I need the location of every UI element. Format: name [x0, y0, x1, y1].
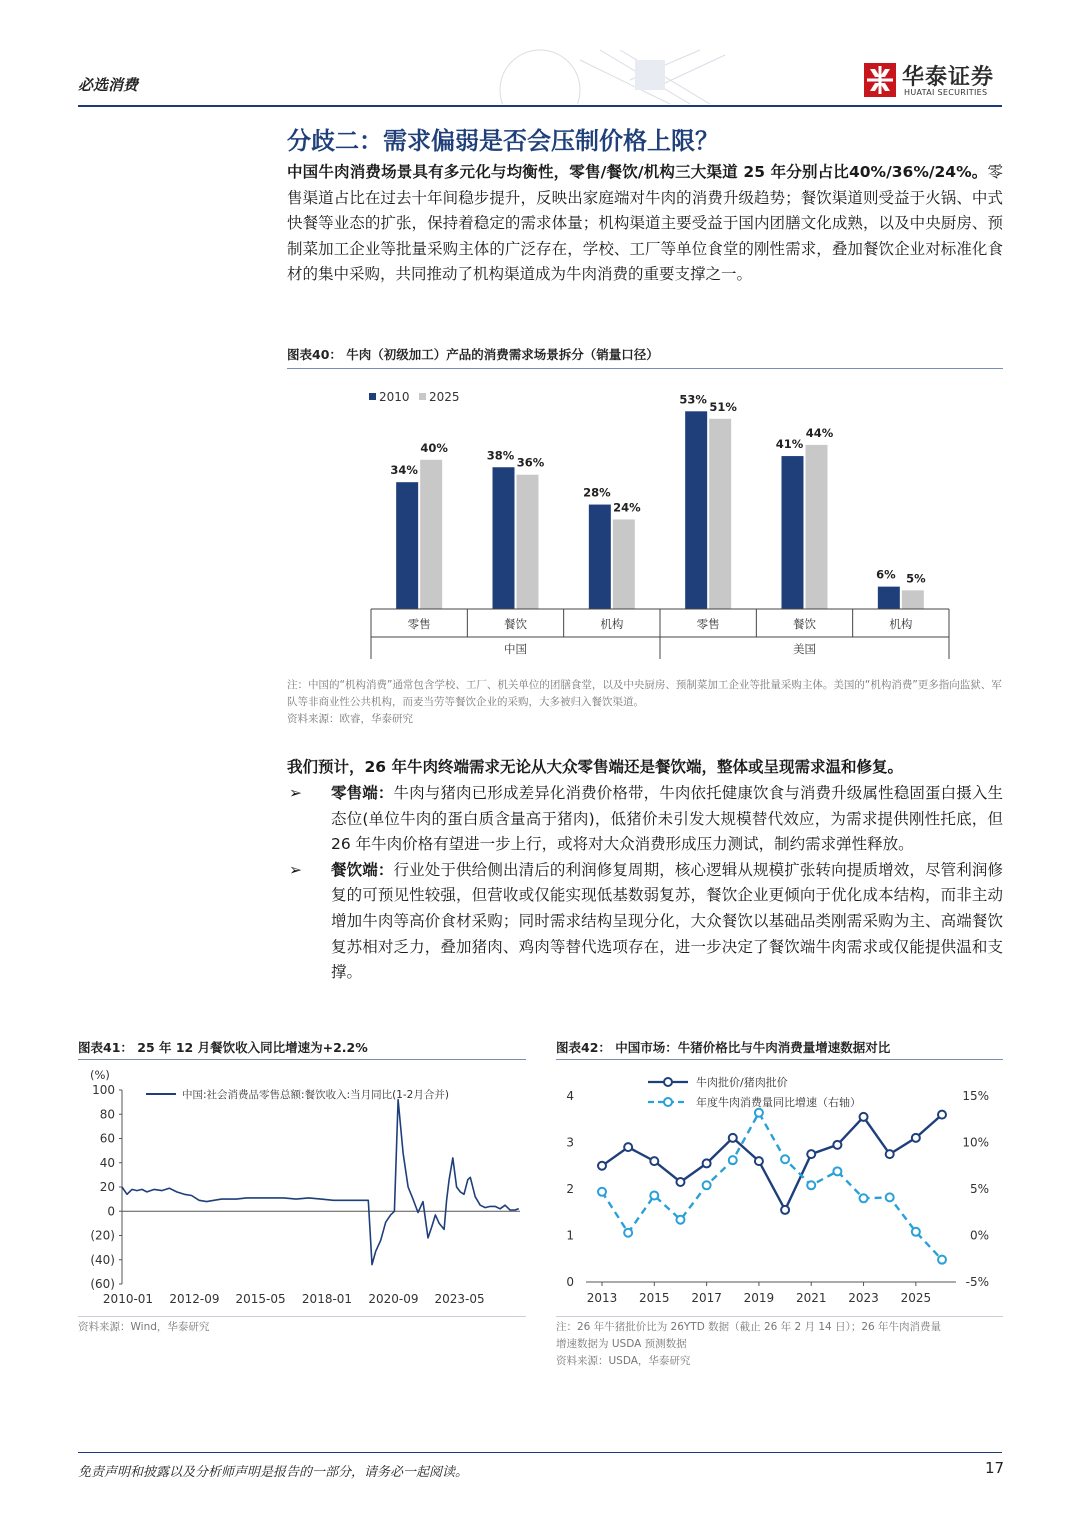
x-tick-label: 2017 — [691, 1291, 722, 1305]
y-right-tick-label: -5% — [965, 1275, 989, 1289]
forecast-bullet-list — [287, 781, 1003, 986]
fig40-source: 资料来源：欧睿，华泰研究 — [287, 713, 413, 725]
fig42-source: 资料来源：USDA，华泰研究 — [556, 1355, 691, 1367]
fig42-bottom-rule — [556, 1316, 1003, 1317]
point-consumption-growth — [676, 1216, 684, 1224]
x-tick-label: 2023 — [848, 1291, 879, 1305]
bar-data-label: 36% — [516, 455, 545, 470]
x-tick-label: 2012-09 — [169, 1292, 220, 1306]
intro-body: 零售渠道占比在过去十年间稳步提升，反映出家庭端对牛肉的消费升级趋势；餐饮渠道则受益于火锅、中式快餐等业态的扩张，保持着稳定的需求体量；机构渠道主要受益于国内团膳文化成熟，以及中央厨房、预制菜加工企业等批量采购主体的广泛存在，学校、工厂等单位食堂的刚性需求，叠加餐饮企业对标准化食材的集中采购，共同推动了机构渠道成为牛肉消费的重要支撑之一。 — [287, 163, 1003, 284]
y-right-tick-label: 15% — [962, 1089, 989, 1103]
y-right-tick-label: 5% — [969, 1182, 989, 1196]
bar-2025-3 — [709, 419, 731, 609]
point-price-ratio — [938, 1111, 946, 1119]
point-consumption-growth — [833, 1167, 841, 1175]
y-tick-label: 80 — [99, 1107, 115, 1122]
bar-2010-0 — [396, 482, 418, 609]
bar-data-label: 38% — [486, 448, 515, 463]
point-consumption-growth — [781, 1155, 789, 1163]
point-price-ratio — [650, 1157, 658, 1165]
point-consumption-growth — [729, 1156, 737, 1164]
x-tick-label: 2015-05 — [235, 1292, 286, 1306]
bar-2010-3 — [685, 411, 707, 609]
point-consumption-growth — [886, 1193, 894, 1201]
fig42-title-rule — [556, 1059, 1003, 1060]
header-pattern-graphic — [470, 40, 730, 104]
bar-data-label: 53% — [679, 392, 707, 407]
point-price-ratio — [781, 1206, 789, 1214]
fig42-chart — [556, 1064, 1004, 1314]
point-price-ratio — [729, 1134, 737, 1142]
fig40-title: 图表40： 牛肉（初级加工）产品的消费需求场景拆分（销量口径） — [287, 347, 659, 362]
fig41-title-rule — [78, 1059, 526, 1060]
x-tick-label: 2019 — [743, 1291, 775, 1305]
header-section-label: 必选消费 — [78, 76, 139, 94]
x-tick-label: 2023-05 — [434, 1292, 485, 1306]
bullet-item-catering — [287, 858, 1003, 986]
y-tick-label: 100 — [92, 1083, 115, 1097]
legend-label-2025: 2025 — [429, 390, 460, 404]
point-price-ratio — [755, 1157, 763, 1165]
bar-2025-0 — [420, 460, 442, 609]
x-tick-label: 零售 — [696, 617, 720, 631]
bullet-arrow-icon: ➢ — [289, 860, 302, 879]
bar-2010-1 — [493, 467, 515, 609]
series-line-catering-yoy — [122, 1100, 519, 1265]
bar-data-label: 40% — [420, 440, 448, 455]
bar-2010-2 — [589, 505, 611, 609]
fig40-chart-svg — [287, 372, 1003, 672]
fig41-bottom-rule — [78, 1316, 526, 1317]
point-price-ratio — [624, 1143, 632, 1151]
brand-name-en: HUATAI SECURITIES — [904, 88, 988, 97]
x-tick-label: 2010-01 — [102, 1292, 154, 1306]
fig40-chart — [287, 372, 1003, 672]
intro-bold-lead: 中国牛肉消费场景具有多元化与均衡性，零售/餐饮/机构三大渠道 25 年分别占比40%/36%/24%。 — [287, 163, 988, 181]
point-price-ratio — [860, 1113, 868, 1121]
bar-2010-4 — [782, 456, 804, 609]
y-tick-label: 0 — [107, 1204, 115, 1219]
x-tick-label: 2025 — [900, 1291, 932, 1305]
bar-data-label: 34% — [390, 463, 418, 478]
fig42-note-line1: 注：26 年牛猪批价比为 26YTD 数据（截止 26 年 2 月 14 日）；26 年牛肉消费量 — [556, 1321, 942, 1333]
point-consumption-growth — [860, 1194, 868, 1202]
fig42-title: 图表42： 中国市场：牛猪价格比与牛肉消费量增速数据对比 — [556, 1040, 891, 1055]
footer-divider — [78, 1452, 1002, 1453]
x-tick-label: 2018-01 — [301, 1292, 353, 1306]
y-left-tick-label: 0 — [566, 1275, 574, 1289]
bar-data-label: 5% — [906, 571, 926, 586]
y-tick-label: 20 — [99, 1180, 115, 1194]
bar-data-label: 24% — [613, 500, 641, 515]
point-price-ratio — [886, 1150, 894, 1158]
bullet-text: 牛肉与猪肉已形成差异化消费价格带，牛肉依托健康饮食与消费升级属性稳固蛋白摄入生态位(单位牛肉的蛋白质含量高于猪肉)，低猪价未引发大规模替代效应，为需求提供刚性托底，但 26 年牛肉价格有望进一步上行，或将对大众消费形成压力测试，制约需求弹性释放。 — [331, 784, 1003, 854]
legend-label: 中国:社会消费品零售总额:餐饮收入:当月同比(1-2月合并) — [182, 1089, 449, 1101]
point-consumption-growth — [807, 1181, 815, 1189]
header-watermark-decoration — [470, 40, 730, 104]
point-price-ratio — [676, 1178, 684, 1186]
legend-marker-price-ratio — [664, 1078, 672, 1086]
fig40-title-rule — [287, 368, 1003, 369]
bar-2025-4 — [806, 445, 828, 609]
bar-data-label: 51% — [709, 399, 737, 414]
legend-label-consumption-growth: 年度牛肉消费量同比增速（右轴） — [696, 1096, 861, 1109]
forecast-lead: 我们预计，26 年牛肉终端需求无论从大众零售端还是餐饮端，整体或呈现需求温和修复。 — [287, 758, 903, 776]
bar-2025-5 — [902, 590, 924, 609]
fig41-title: 图表41： 25 年 12 月餐饮收入同比增速为+2.2% — [78, 1040, 368, 1055]
bullet-arrow-icon: ➢ — [289, 784, 302, 802]
y-right-tick-label: 0% — [969, 1228, 989, 1243]
point-price-ratio — [807, 1150, 815, 1158]
x-group-label: 中国 — [504, 642, 527, 656]
footer-disclaimer: 免责声明和披露以及分析师声明是报告的一部分，请务必一起阅读。 — [78, 1465, 469, 1480]
bullet-label: 餐饮端： — [331, 860, 394, 879]
page-number: 17 — [985, 1459, 1005, 1477]
point-consumption-growth — [624, 1229, 632, 1237]
x-tick-label: 机构 — [600, 617, 624, 631]
brand-name-cn: 华泰证券 — [902, 65, 995, 90]
bar-2025-1 — [517, 475, 539, 609]
y-left-tick-label: 1 — [566, 1228, 574, 1243]
point-consumption-growth — [703, 1181, 711, 1189]
fig40-note: 注：中国的“机构消费”通常包含学校、工厂、机关单位的团膳食堂，以及中央厨房、预制菜加工企业等批量采购主体。美国的“机构消费”更多指向监狱、军队等非商业性公共机构，而麦当劳等餐饮企业的采购，大多被归入餐饮渠道。 — [287, 679, 1002, 708]
intro-paragraph — [287, 160, 1003, 288]
point-consumption-growth — [938, 1256, 946, 1264]
point-price-ratio — [912, 1134, 920, 1142]
fig42-note-line2: 增速数据为 USDA 预测数据 — [556, 1338, 687, 1350]
point-consumption-growth — [912, 1228, 920, 1236]
fig41-chart-svg — [78, 1064, 528, 1314]
bullet-item-retail — [287, 781, 1003, 858]
y-left-tick-label: 2 — [566, 1182, 574, 1196]
legend-label-2010: 2010 — [379, 390, 410, 404]
header-divider — [78, 105, 1002, 107]
x-tick-label: 餐饮 — [793, 617, 816, 631]
point-price-ratio — [833, 1141, 841, 1149]
point-consumption-growth — [755, 1109, 763, 1117]
bar-2010-5 — [878, 587, 900, 609]
bar-2025-2 — [613, 519, 635, 609]
x-tick-label: 零售 — [407, 617, 431, 631]
y-left-tick-label: 4 — [566, 1089, 574, 1103]
y-axis-unit: (%) — [90, 1068, 110, 1082]
y-right-tick-label: 10% — [962, 1135, 989, 1150]
point-consumption-growth — [650, 1192, 658, 1200]
legend-marker-consumption-growth — [664, 1098, 672, 1106]
x-tick-label: 2020-09 — [368, 1292, 419, 1306]
legend-label-price-ratio: 牛肉批价/猪肉批价 — [696, 1076, 788, 1089]
x-tick-label: 2013 — [586, 1291, 618, 1305]
x-tick-label: 2021 — [795, 1291, 827, 1305]
point-consumption-growth — [598, 1188, 606, 1196]
y-tick-label: (60) — [90, 1277, 115, 1291]
x-group-label: 美国 — [793, 642, 816, 656]
bar-data-label: 6% — [876, 567, 896, 582]
y-left-tick-label: 3 — [566, 1135, 574, 1150]
huatai-logo-icon — [864, 63, 896, 97]
bar-data-label: 44% — [805, 425, 834, 440]
bullet-label: 零售端： — [331, 784, 394, 802]
y-tick-label: 60 — [99, 1131, 115, 1146]
y-tick-label: 40 — [99, 1155, 115, 1170]
section-title: 分歧二：需求偏弱是否会压制价格上限？ — [287, 127, 719, 155]
x-tick-label: 2015 — [639, 1291, 670, 1305]
point-price-ratio — [703, 1159, 711, 1167]
y-tick-label: (20) — [90, 1228, 115, 1243]
x-tick-label: 机构 — [889, 617, 913, 631]
legend-swatch-2010 — [369, 393, 376, 400]
fig42-chart-svg — [556, 1064, 1004, 1314]
bullet-text: 行业处于供给侧出清后的利润修复周期，核心逻辑从规模扩张转向提质增效，尽管利润修复的可预见性较强，但营收或仅能实现低基数弱复苏，餐饮企业更倾向于优化成本结构，而非主动增加牛肉等高价食材采购；同时需求结构呈现分化，大众餐饮以基础品类刚需采购为主、高端餐饮复苏相对乏力，叠加猪肉、鸡肉等替代选项存在，进一步决定了餐饮端牛肉需求或仅能提供温和支撑。 — [331, 860, 1003, 982]
point-price-ratio — [598, 1162, 606, 1170]
y-tick-label: (40) — [90, 1252, 115, 1267]
bar-data-label: 41% — [775, 437, 804, 452]
fig41-chart — [78, 1064, 528, 1314]
legend-swatch-2025 — [419, 393, 426, 400]
fig41-source: 资料来源：Wind，华泰研究 — [78, 1321, 210, 1333]
bar-data-label: 28% — [583, 485, 611, 500]
x-tick-label: 餐饮 — [504, 617, 527, 631]
